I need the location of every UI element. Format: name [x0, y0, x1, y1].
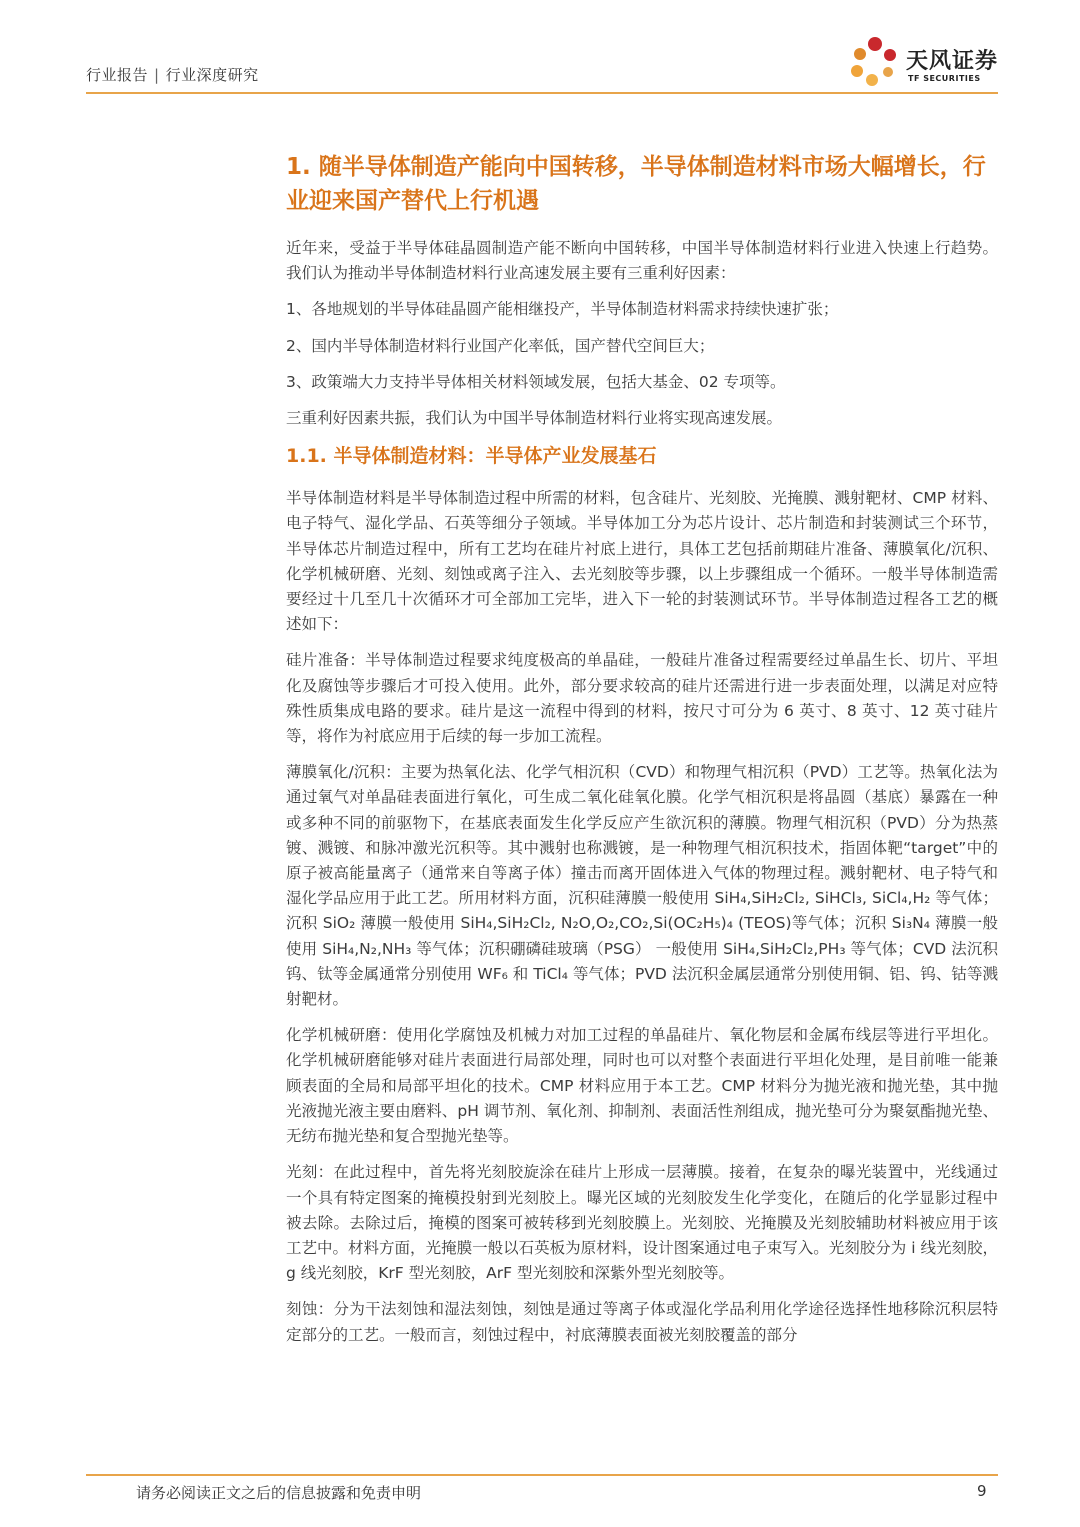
header-separator: |: [154, 66, 160, 84]
report-category: 行业报告: [86, 66, 149, 84]
section-paragraph: 3、政策端大力支持半导体相关材料领域发展，包括大基金、02 专项等。: [286, 372, 786, 391]
report-header: [86, 64, 259, 85]
page-number: 9: [977, 1482, 987, 1500]
subsection-paragraph: 半导体制造材料是半导体制造过程中所需的材料，包含硅片、光刻胶、光掩膜、溅射靶材、CMP 材料、电子特气、湿化学品、石英等细分子领域。半导体加工分为芯片设计、芯片制造和封装测试三个环节，半导体芯片制造过程中，所有工艺均在硅片衬底上进行，具体工艺包括前期硅片准备、薄膜氧化/沉积、化学机械研磨、光刻、刻蚀或离子注入、去光刻胶等步骤，以上步骤组成一个循环。一般半导体制造需要经过十几至几十次循环才可全部加工完毕，进入下一轮的封装测试环节。半导体制造过程各工艺的概述如下：: [286, 489, 998, 634]
subsection-paragraph: 硅片准备：半导体制造过程要求纯度极高的单晶硅，一般硅片准备过程需要经过单晶生长、切片、平坦化及腐蚀等步骤后才可投入使用。此外，部分要求较高的硅片还需进行进一步表面处理，以满足对应特殊性质集成电路的要求。硅片是这一流程中得到的材料，按尺寸可分为 6 英寸、8 英寸、12 英寸硅片等，将作为衬底应用于后续的每一步加工流程。: [286, 651, 998, 746]
flower-logo-icon: [846, 34, 904, 92]
section-paragraph: 三重利好因素共振，我们认为中国半导体制造材料行业将实现高速发展。: [286, 409, 783, 428]
section-paragraph: 2、国内半导体制造材料行业国产化率低，国产替代空间巨大；: [286, 336, 715, 355]
logo-chinese-name: 天风证券: [906, 49, 999, 74]
subsection-paragraph: 刻蚀：分为干法刻蚀和湿法刻蚀，刻蚀是通过等离子体或湿化学品利用化学途径选择性地移除沉积层特定部分的工艺。一般而言，刻蚀过程中，衬底薄膜表面被光刻胶覆盖的部分: [286, 1300, 998, 1344]
header-divider: [86, 92, 998, 94]
subsection-title: 1.1. 半导体制造材料：半导体产业发展基石: [286, 445, 657, 468]
logo-english-name: TF SECURITIES: [908, 74, 981, 83]
subsection-paragraph: 光刻：在此过程中，首先将光刻胶旋涂在硅片上形成一层薄膜。接着，在复杂的曝光装置中，光线通过一个具有特定图案的掩模投射到光刻胶上。曝光区域的光刻胶发生化学变化，在随后的化学显影过程中被去除。去除过后，掩模的图案可被转移到光刻胶膜上。光刻胶、光掩膜及光刻胶辅助材料被应用于该工艺中。材料方面，光掩膜一般以石英板为原材料，设计图案通过电子束写入。光刻胶分为 i 线光刻胶，g 线光刻胶，KrF 型光刻胶，ArF 型光刻胶和深紫外型光刻胶等。: [286, 1163, 998, 1283]
footer-divider: [86, 1474, 998, 1476]
subsection-paragraph: 薄膜氧化/沉积：主要为热氧化法、化学气相沉积（CVD）和物理气相沉积（PVD）工艺等。热氧化法为通过氧气对单晶硅表面进行氧化，可生成二氧化硅氧化膜。化学气相沉积是将晶圆（基底）暴露在一种或多种不同的前驱物下，在基底表面发生化学反应产生欲沉积的薄膜。物理气相沉积（PVD）分为热蒸镀、溅镀、和脉冲激光沉积等。其中溅射也称溅镀，是一种物理气相沉积技术，指固体靶“target”中的原子被高能量离子（通常来自等离子体）撞击而离开固体进入气体的物理过程。溅射靶材、电子特气和湿化学品应用于此工艺。所用材料方面，沉积硅薄膜一般使用 SiH₄,SiH₂Cl₂, SiHCl₃, SiCl₄,H₂ 等气体；沉积 SiO₂ 薄膜一般使用 SiH₄,SiH₂Cl₂, N₂O,O₂,CO₂,Si(OC₂H₅)₄ (TEOS)等气体；沉积 Si₃N₄ 薄膜一般使用 SiH₄,N₂,NH₃ 等气体；沉积硼磷硅玻璃（PSG） 一般使用 SiH₄,SiH₂Cl₂,PH₃ 等气体；CVD 法沉积钨、钛等金属通常分别使用 WF₆ 和 TiCl₄ 等气体；PVD 法沉积金属层通常分别使用铜、铝、钨、钴等溅射靶材。: [286, 763, 998, 1009]
report-body: [286, 150, 998, 1359]
footer-disclaimer: 请务必阅读正文之后的信息披露和免责申明: [136, 1484, 422, 1502]
section-paragraph: 1、各地规划的半导体硅晶圆产能相继投产，半导体制造材料需求持续快速扩张；: [286, 300, 839, 319]
report-subcategory: 行业深度研究: [165, 66, 259, 84]
section-title: 1. 随半导体制造产能向中国转移，半导体制造材料市场大幅增长，行业迎来国产替代上行机遇: [286, 154, 986, 214]
subsection-paragraph: 化学机械研磨：使用化学腐蚀及机械力对加工过程的单晶硅片、氧化物层和金属布线层等进行平坦化。化学机械研磨能够对硅片表面进行局部处理，同时也可以对整个表面进行平坦化处理，是目前唯一能兼顾表面的全局和局部平坦化的技术。CMP 材料应用于本工艺。CMP 材料分为抛光液和抛光垫，其中抛光液抛光液主要由磨料、pH 调节剂、氧化剂、抑制剂、表面活性剂组成，抛光垫可分为聚氨酯抛光垫、无纺布抛光垫和复合型抛光垫等。: [286, 1026, 998, 1146]
section-paragraph: 近年来，受益于半导体硅晶圆制造产能不断向中国转移，中国半导体制造材料行业进入快速上行趋势。我们认为推动半导体制造材料行业高速发展主要有三重利好因素：: [286, 239, 998, 283]
tf-securities-logo: [846, 34, 1006, 92]
